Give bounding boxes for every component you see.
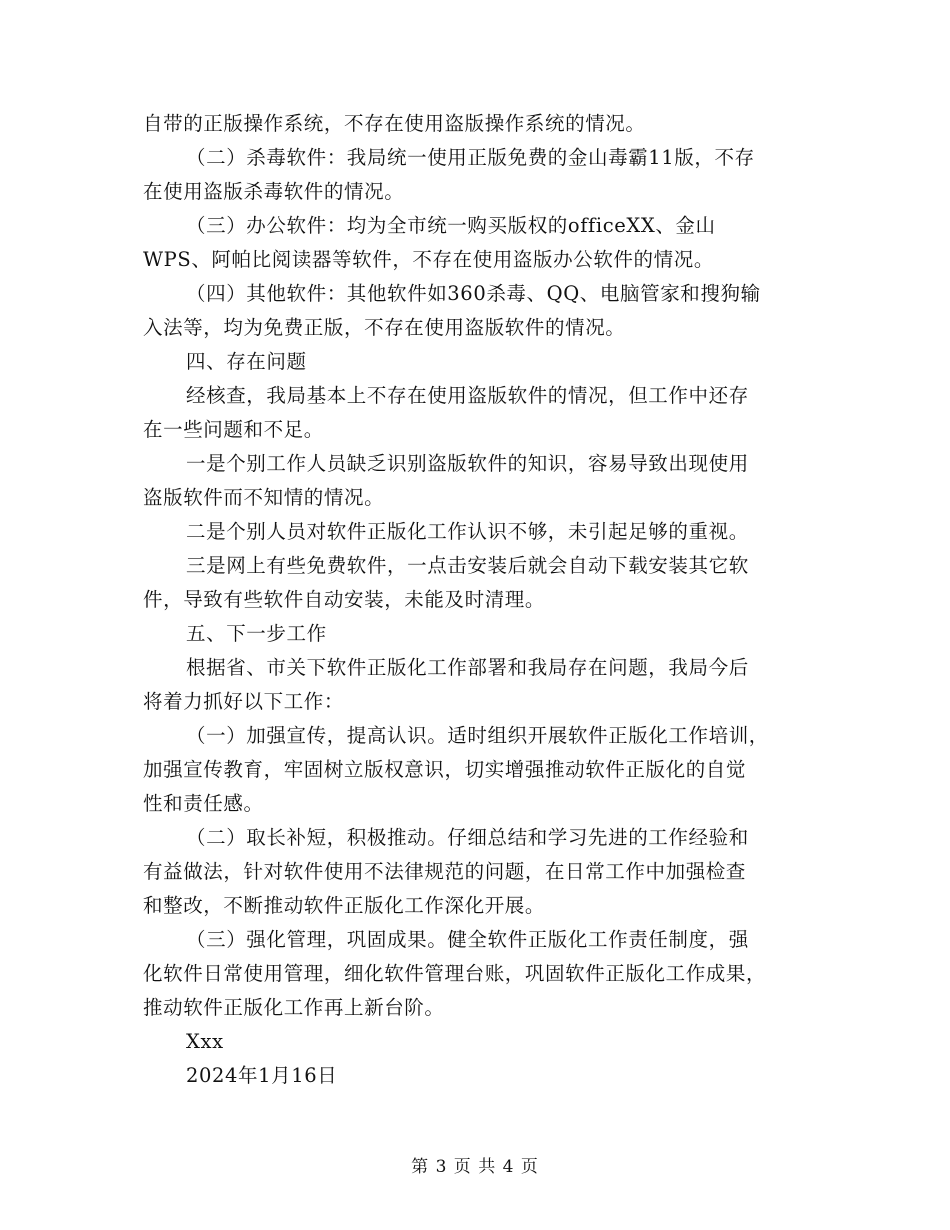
body-line: （四）其他软件：其他软件如360杀毒、QQ、电脑管家和搜狗输 [186,282,761,305]
section-heading: 五、下一步工作 [186,622,327,645]
body-line: 和整改，不断推动软件正版化工作深化开展。 [143,894,546,917]
body-line: 一是个别工作人员缺乏识别盗版软件的知识，容易导致出现使用 [186,452,749,475]
signature-date: 2024年1月16日 [186,1064,338,1087]
body-line: 根据省、市关下软件正版化工作部署和我局存在问题，我局今后 [186,656,749,679]
body-line: 在一些问题和不足。 [143,418,324,441]
page-footer: 第 3 页 共 4 页 [411,1157,539,1177]
body-line: （二）杀毒软件：我局统一使用正版免费的金山毒霸11版，不存 [186,146,755,169]
body-line: 推动软件正版化工作再上新台阶。 [143,996,445,1019]
body-line: （三）办公软件：均为全市统一购买版权的officeXX、金山 [186,214,716,237]
body-line: 有益做法，针对软件使用不法律规范的问题，在日常工作中加强检查 [143,860,747,883]
body-line: WPS、阿帕比阅读器等软件，不存在使用盗版办公软件的情况。 [143,248,714,271]
body-line: 三是网上有些免费软件，一点击安装后就会自动下载安装其它软 [186,554,749,577]
body-line: 化软件日常使用管理，细化软件管理台账，巩固软件正版化工作成果， [143,962,767,985]
body-line: （一）加强宣传，提高认识。适时组织开展软件正版化工作培训， [186,724,769,747]
body-line: 盗版软件而不知情的情况。 [143,486,385,509]
body-line: （二）取长补短，积极推动。仔细总结和学习先进的工作经验和 [186,826,749,849]
document-body [143,107,813,1093]
body-line: 入法等，均为免费正版，不存在使用盗版软件的情况。 [143,316,626,339]
body-line: 性和责任感。 [143,792,264,815]
body-line: 二是个别人员对软件正版化工作认识不够，未引起足够的重视。 [186,520,749,543]
body-line: （三）强化管理，巩固成果。健全软件正版化工作责任制度，强 [186,928,749,951]
body-line: 在使用盗版杀毒软件的情况。 [143,180,405,203]
body-line: 件，导致有些软件自动安装，未能及时清理。 [143,588,546,611]
body-line: 将着力抓好以下工作： [143,690,345,713]
signature-name: Xxx [186,1030,224,1053]
body-line: 加强宣传教育，牢固树立版权意识，切实增强推动软件正版化的自觉 [143,758,747,781]
body-line: 自带的正版操作系统，不存在使用盗版操作系统的情况。 [143,112,646,135]
section-heading: 四、存在问题 [186,350,307,373]
body-line: 经核查，我局基本上不存在使用盗版软件的情况，但工作中还存 [186,384,749,407]
